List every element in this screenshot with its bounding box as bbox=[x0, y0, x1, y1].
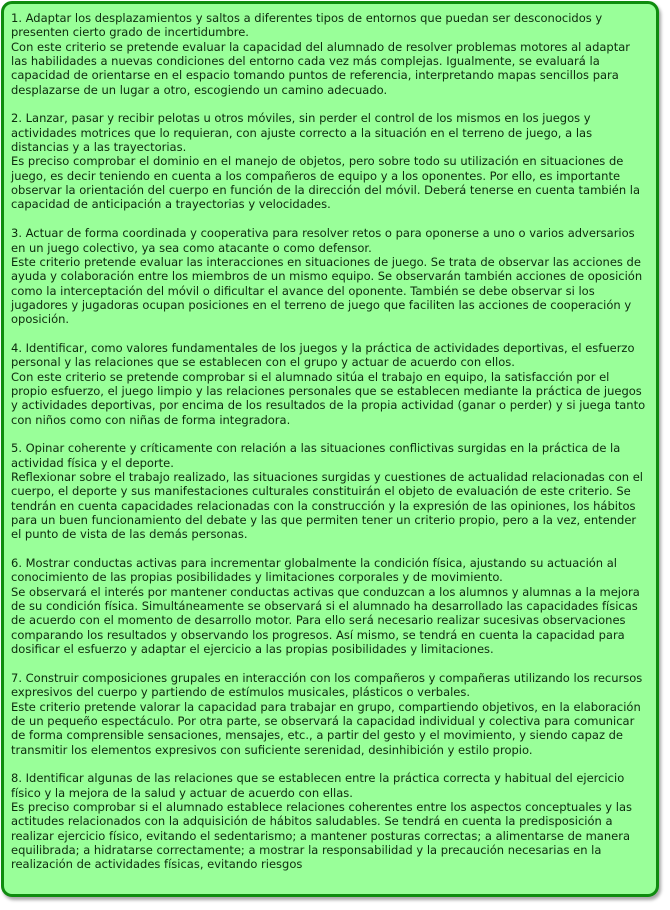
criterion-explanation: Reflexionar sobre el trabajo realizado, las situaciones surgidas y cuestiones de actualidad relacionadas con el cuerpo, el deporte y sus manifestaciones culturales constituirán el objeto de evaluación de este criterio. Se tendrán en cuenta capacidades relacionadas con la construcción y la expresión de las opiniones, los hábitos para un buen funcionamiento del debate y las que permiten tener un criterio propio, pero a la vez, entender el punto de vista de las demás personas. bbox=[11, 470, 643, 542]
criterion-statement: 5. Opinar coherente y críticamente con relación a las situaciones conflictivas surgidas en la práctica de la actividad física y el deporte. bbox=[11, 441, 621, 470]
criterion-block-8 bbox=[11, 771, 648, 871]
criterion-block-4 bbox=[11, 341, 648, 427]
criterion-statement: 4. Identificar, como valores fundamentales de los juegos y la práctica de actividades deportivas, el esfuerzo personal y las relaciones que se establecen con el grupo y actuar de acuerdo con ellos. bbox=[11, 340, 635, 370]
criterion-statement: 6. Mostrar conductas activas para incrementar globalmente la condición física, ajustando su actuación al conocimiento de las propias posibilidades y limitaciones corporales y de movimiento. bbox=[11, 556, 617, 585]
evaluation-criteria-page bbox=[1, 1, 659, 897]
criterion-statement: 7. Construir composiciones grupales en interacción con los compañeros y compañeras utilizando los recursos expresivos del cuerpo y partiendo de estímulos musicales, plásticos o verbales. bbox=[11, 670, 643, 700]
criterion-statement: 3. Actuar de forma coordinada y cooperativa para resolver retos o para oponerse a uno o varios adversarios en un juego colectivo, ya sea como atacante o como defensor. bbox=[11, 226, 635, 255]
criterion-block-7 bbox=[11, 671, 648, 757]
criterion-explanation: Es preciso comprobar el dominio en el manejo de objetos, pero sobre todo su utilización en situaciones de juego, es decir teniendo en cuenta a los compañeros de equipo y a los oponentes. Por ello, es importante observar la orientación del cuerpo en función de la dirección del móvil. Deberá tenerse en cuenta también la capacidad de anticipación a trayectorias y velocidades. bbox=[11, 154, 641, 212]
criterion-statement: 8. Identificar algunas de las relaciones que se establecen entre la práctica correcta y habitual del ejercicio físico y la mejora de la salud y actuar de acuerdo con ellas. bbox=[11, 771, 625, 800]
criterion-explanation: Se observará el interés por mantener conductas activas que conduzcan a los alumnos y alumnas a la mejora de su condición física. Simultáneamente se observará si el alumnado ha desarrollado las capacidades físicas de acuerdo con el momento de desarrollo motor. Para ello será necesario realizar sucesivas observaciones comparando los resultados y observando los progresos. Así mismo, se tendrá en cuenta la capacidad para dosificar el esfuerzo y adaptar el ejercicio a las propias posibilidades y limitaciones. bbox=[11, 584, 640, 657]
criterion-block-3 bbox=[11, 226, 648, 326]
criterion-explanation: Con este criterio se pretende comprobar si el alumnado sitúa el trabajo en equipo, la satisfacción por el propio esfuerzo, el juego limpio y las relaciones personales que se establecen mediante la práctica de juegos y actividades deportivas, por encima de los resultados de la propia actividad (ganar o perder) y si juega tanto con niños como con niñas de forma integradora. bbox=[11, 369, 646, 427]
criterion-block-2 bbox=[11, 111, 648, 211]
criterion-block-5 bbox=[11, 441, 648, 541]
criterion-statement: 1. Adaptar los desplazamientos y saltos a diferentes tipos de entornos que puedan ser desconocidos y presenten cierto grado de incertidumbre. bbox=[11, 11, 603, 40]
criterion-explanation: Este criterio pretende evaluar las interacciones en situaciones de juego. Se trata de observar las acciones de ayuda y colaboración entre los miembros de un mismo equipo. Se observarán también acciones de oposición como la interceptación del móvil o dificultar el avance del oponente. También se debe observar si los jugadores y jugadoras ocupan posiciones en el terreno de juego que faciliten las acciones de cooperación y oposición. bbox=[11, 254, 643, 327]
criterion-explanation: Este criterio pretende valorar la capacidad para trabajar en grupo, compartiendo objetivos, en la elaboración de un pequeño espectáculo. Por otra parte, se observará la capacidad individual y colectiva para comunicar de forma comprensible sensaciones, mensajes, etc., a partir del gesto y el movimiento, y siendo capaz de transmitir los elementos expresivos con suficiente serenidad, desinhibición y estilo propio. bbox=[11, 699, 641, 757]
criterion-block-6 bbox=[11, 556, 648, 656]
criterion-statement: 2. Lanzar, pasar y recibir pelotas u otros móviles, sin perder el control de los mismos en los juegos y actividades motrices que lo requieran, con ajuste correcto a la situación en el terreno de juego, a las distancias y a las trayectorias. bbox=[11, 111, 593, 155]
criterion-explanation: Es preciso comprobar si el alumnado establece relaciones coherentes entre los aspectos conceptuales y las actitudes relacionados con la adquisición de hábitos saludables. Se tendrá en cuenta la predisposición a realizar ejercicio físico, evitando el sedentarismo; a mantener posturas correctas; a alimentarse de manera equilibrada; a hidratarse correctamente; a mostrar la responsabilidad y la precaución necesarias en la realización de actividades físicas, evitando riesgos bbox=[11, 799, 632, 872]
criterion-explanation: Con este criterio se pretende evaluar la capacidad del alumnado de resolver problemas motores al adaptar las habilidades a nuevas condiciones del entorno cada vez más complejas. Igualmente, se evaluará la capacidad de orientarse en el espacio tomando puntos de referencia, interpretando mapas sencillos para desplazarse de un lugar a otro, escogiendo un camino adecuado. bbox=[11, 39, 631, 97]
criterion-block-1 bbox=[11, 11, 648, 97]
